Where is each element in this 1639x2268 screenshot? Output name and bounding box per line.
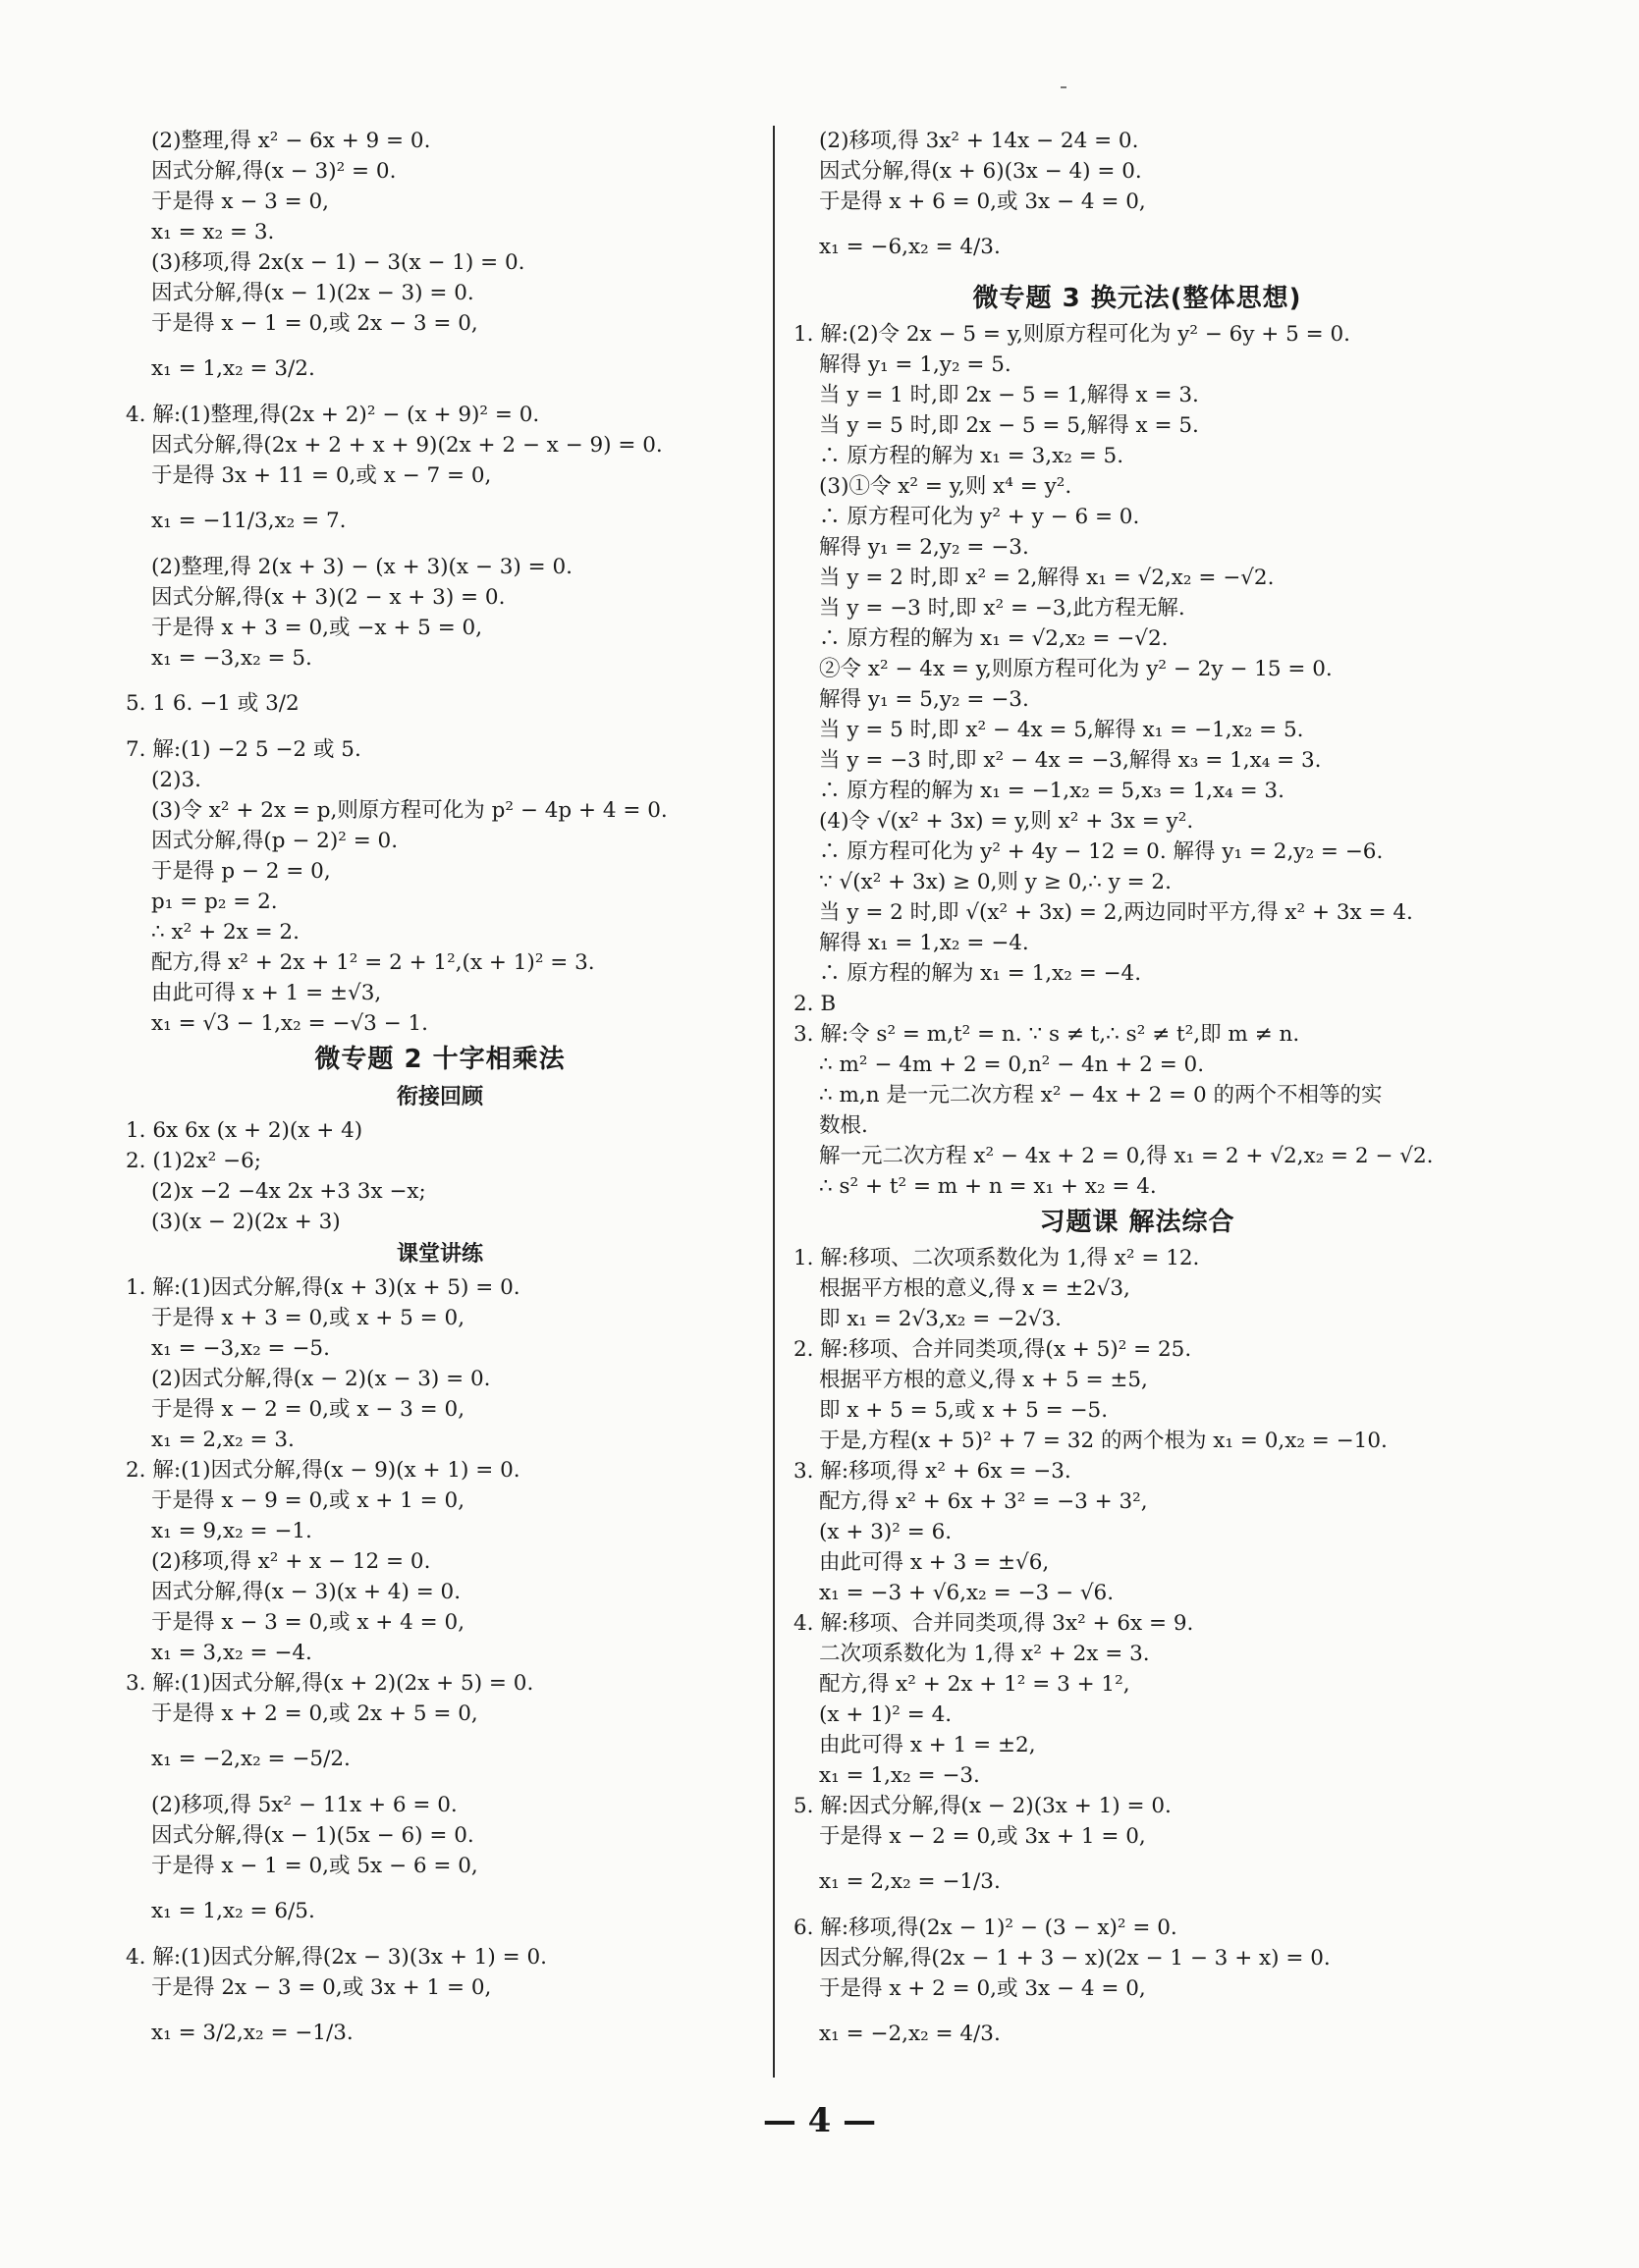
solution-line: (2)整理,得 x² − 6x + 9 = 0. (151, 129, 431, 153)
solution-line: 于是得 x − 2 = 0,或 3x + 1 = 0, (819, 1824, 1146, 1849)
solution-line: 3. 解:(1)因式分解,得(x + 2)(2x + 5) = 0. (126, 1671, 534, 1696)
solution-line: 配方,得 x² + 2x + 1² = 3 + 1², (819, 1672, 1130, 1697)
solution-line: 于是得 x − 3 = 0,或 x + 4 = 0, (151, 1610, 465, 1635)
solution-line: 于是,方程(x + 5)² + 7 = 32 的两个根为 x₁ = 0,x₂ = −10. (819, 1429, 1388, 1453)
solution-line: 解得 y₁ = 2,y₂ = −3. (819, 535, 1029, 560)
solution-line: 根据平方根的意义,得 x = ±2√3, (819, 1276, 1130, 1301)
solution-line: x₁ = √3 − 1,x₂ = −√3 − 1. (151, 1011, 429, 1036)
solution-line: x₁ = 2,x₂ = −1/3. (819, 1869, 1001, 1894)
solution-line: 因式分解,得(p − 2)² = 0. (151, 829, 399, 853)
solution-line: (2)因式分解,得(x − 2)(x − 3) = 0. (151, 1367, 491, 1391)
solution-line: p₁ = p₂ = 2. (151, 890, 278, 914)
solution-line: 由此可得 x + 3 = ±√6, (819, 1550, 1050, 1575)
solution-line: 于是得 x + 2 = 0,或 3x − 4 = 0, (819, 1976, 1146, 2001)
solution-line: 由此可得 x + 1 = ±2, (819, 1733, 1036, 1757)
solution-line: 配方,得 x² + 6x + 3² = −3 + 3², (819, 1489, 1148, 1514)
solution-line: ∴ 原方程可化为 y² + 4y − 12 = 0. 解得 y₁ = 2,y₂ = −6. (819, 839, 1384, 864)
solution-line: 当 y = 2 时,即 √(x² + 3x) = 2,两边同时平方,得 x² + 3x = 4. (819, 900, 1413, 925)
solution-line: 于是得 x + 2 = 0,或 2x + 5 = 0, (151, 1701, 478, 1726)
solution-line: 2. B (793, 992, 837, 1016)
solution-line: x₁ = 3/2,x₂ = −1/3. (151, 2021, 354, 2045)
solution-line: x₁ = −3,x₂ = 5. (151, 646, 312, 671)
solution-line: x₁ = −3,x₂ = −5. (151, 1336, 330, 1361)
solution-line: 7. 解:(1) −2 5 −2 或 5. (126, 737, 361, 762)
solution-line: 1. 6x 6x (x + 2)(x + 4) (126, 1118, 363, 1143)
solution-line: (3)①令 x² = y,则 x⁴ = y². (819, 474, 1072, 499)
solution-line: 4. 解:移项、合并同类项,得 3x² + 6x = 9. (793, 1611, 1194, 1636)
solution-line: ∴ m,n 是一元二次方程 x² − 4x + 2 = 0 的两个不相等的实 (819, 1083, 1383, 1107)
solution-line: ∴ 原方程的解为 x₁ = √2,x₂ = −√2. (819, 626, 1169, 651)
solution-line: (3)(x − 2)(2x + 3) (151, 1210, 341, 1234)
solution-line: 配方,得 x² + 2x + 1² = 2 + 1²,(x + 1)² = 3. (151, 950, 595, 975)
solution-line: (2)移项,得 5x² − 11x + 6 = 0. (151, 1793, 458, 1817)
solution-line: ∴ 原方程的解为 x₁ = 3,x₂ = 5. (819, 444, 1124, 468)
solution-line: x₁ = x₂ = 3. (151, 220, 275, 244)
solution-line: ∴ 原方程可化为 y² + y − 6 = 0. (819, 505, 1140, 529)
solution-line: 二次项系数化为 1,得 x² + 2x = 3. (819, 1642, 1150, 1666)
solution-line: 2. (1)2x² −6; (126, 1149, 261, 1173)
solution-line: x₁ = 2,x₂ = 3. (151, 1428, 295, 1452)
solution-line: ∴ x² + 2x = 2. (151, 920, 300, 945)
solution-line: x₁ = −2,x₂ = −5/2. (151, 1747, 351, 1771)
solution-line: 于是得 x − 3 = 0, (151, 189, 330, 214)
solution-line: (2)3. (151, 768, 201, 792)
solution-line: ②令 x² − 4x = y,则原方程可化为 y² − 2y − 15 = 0. (819, 657, 1333, 681)
solution-line: 2. 解:移项、合并同类项,得(x + 5)² = 25. (793, 1337, 1192, 1362)
solution-line: ∴ s² + t² = m + n = x₁ + x₂ = 4. (819, 1174, 1157, 1199)
solution-line: 因式分解,得(x − 3)² = 0. (151, 159, 397, 184)
section-heading: 微专题 3 换元法(整体思想) (972, 284, 1302, 313)
solution-line: (4)令 √(x² + 3x) = y,则 x² + 3x = y². (819, 809, 1194, 834)
solution-line: 当 y = 1 时,即 2x − 5 = 1,解得 x = 3. (819, 383, 1199, 407)
solution-line: x₁ = 3,x₂ = −4. (151, 1641, 312, 1665)
solution-line: (x + 1)² = 4. (819, 1702, 953, 1727)
solution-line: x₁ = −3 + √6,x₂ = −3 − √6. (819, 1581, 1115, 1605)
solution-line: 即 x + 5 = 5,或 x + 5 = −5. (819, 1398, 1109, 1423)
section-heading: 微专题 2 十字相乘法 (314, 1045, 566, 1074)
solution-line: 于是得 x − 1 = 0,或 5x − 6 = 0, (151, 1854, 478, 1878)
solution-line: 2. 解:(1)因式分解,得(x − 9)(x + 1) = 0. (126, 1458, 520, 1483)
solution-line: x₁ = −6,x₂ = 4/3. (819, 235, 1001, 259)
solution-line: ∵ √(x² + 3x) ≥ 0,则 y ≥ 0,∴ y = 2. (819, 870, 1172, 894)
solution-line: (2)移项,得 3x² + 14x − 24 = 0. (819, 129, 1139, 153)
solution-line: (3)令 x² + 2x = p,则原方程可化为 p² − 4p + 4 = 0. (151, 798, 668, 823)
subsection-heading: 课堂讲练 (396, 1242, 483, 1267)
solution-line: 1. 解:(2)令 2x − 5 = y,则原方程可化为 y² − 6y + 5 = 0. (793, 322, 1351, 347)
solution-line: 当 y = 2 时,即 x² = 2,解得 x₁ = √2,x₂ = −√2. (819, 566, 1275, 590)
solution-line: 解得 x₁ = 1,x₂ = −4. (819, 931, 1029, 955)
solution-line: 当 y = −3 时,即 x² − 4x = −3,解得 x₃ = 1,x₄ = 3. (819, 748, 1322, 773)
solution-line: 因式分解,得(2x − 1 + 3 − x)(2x − 1 − 3 + x) = 0. (819, 1946, 1331, 1971)
solution-line: 于是得 x − 2 = 0,或 x − 3 = 0, (151, 1397, 465, 1422)
solution-line: 即 x₁ = 2√3,x₂ = −2√3. (819, 1307, 1062, 1331)
solution-line: 因式分解,得(x − 1)(2x − 3) = 0. (151, 281, 474, 305)
solution-line: 当 y = 5 时,即 x² − 4x = 5,解得 x₁ = −1,x₂ = 5. (819, 718, 1304, 742)
scan-mark (1061, 86, 1066, 88)
solution-line: x₁ = 1,x₂ = 3/2. (151, 356, 315, 381)
solution-line: 因式分解,得(2x + 2 + x + 9)(2x + 2 − x − 9) = 0. (151, 433, 663, 458)
solution-line: ∴ 原方程的解为 x₁ = 1,x₂ = −4. (819, 961, 1142, 986)
solution-line: 4. 解:(1)因式分解,得(2x − 3)(3x + 1) = 0. (126, 1945, 547, 1970)
solution-line: 于是得 x + 3 = 0,或 x + 5 = 0, (151, 1306, 465, 1330)
subsection-heading: 衔接回顾 (396, 1085, 483, 1109)
solution-line: x₁ = −2,x₂ = 4/3. (819, 2022, 1001, 2046)
solution-line: 5. 1 6. −1 或 3/2 (126, 691, 300, 716)
solution-line: x₁ = 1,x₂ = −3. (819, 1763, 980, 1788)
solution-line: 于是得 x + 6 = 0,或 3x − 4 = 0, (819, 189, 1146, 214)
solution-line: 1. 解:移项、二次项系数化为 1,得 x² = 12. (793, 1246, 1200, 1270)
solution-line: (2)移项,得 x² + x − 12 = 0. (151, 1549, 431, 1574)
solution-line: 于是得 x − 9 = 0,或 x + 1 = 0, (151, 1488, 465, 1513)
solution-line: ∴ 原方程的解为 x₁ = −1,x₂ = 5,x₃ = 1,x₄ = 3. (819, 779, 1284, 803)
section-heading: 习题课 解法综合 (1039, 1208, 1235, 1237)
solution-line: x₁ = 9,x₂ = −1. (151, 1519, 312, 1543)
solution-line: 于是得 x + 3 = 0,或 −x + 5 = 0, (151, 616, 483, 640)
solution-line: 因式分解,得(x + 6)(3x − 4) = 0. (819, 159, 1142, 184)
solution-line: 当 y = 5 时,即 2x − 5 = 5,解得 x = 5. (819, 413, 1199, 438)
solution-line: 根据平方根的意义,得 x + 5 = ±5, (819, 1368, 1148, 1392)
solution-line: 因式分解,得(x − 1)(5x − 6) = 0. (151, 1823, 474, 1848)
solution-line: 于是得 p − 2 = 0, (151, 859, 331, 884)
solution-line: 解得 y₁ = 1,y₂ = 5. (819, 352, 1011, 377)
solution-line: 数根. (819, 1113, 868, 1138)
solution-line: x₁ = −11/3,x₂ = 7. (151, 509, 347, 533)
solution-line: 因式分解,得(x + 3)(2 − x + 3) = 0. (151, 585, 506, 610)
left-column (126, 126, 754, 2064)
solution-line: 于是得 x − 1 = 0,或 2x − 3 = 0, (151, 311, 478, 336)
solution-line: 4. 解:(1)整理,得(2x + 2)² − (x + 9)² = 0. (126, 403, 540, 427)
solution-line: 1. 解:(1)因式分解,得(x + 3)(x + 5) = 0. (126, 1275, 520, 1300)
solution-line: (2)整理,得 2(x + 3) − (x + 3)(x − 3) = 0. (151, 555, 573, 579)
solution-line: ∴ m² − 4m + 2 = 0,n² − 4n + 2 = 0. (819, 1053, 1205, 1077)
column-divider (773, 126, 775, 2078)
page-number: — 4 — (762, 2101, 877, 2140)
solution-line: 解一元二次方程 x² − 4x + 2 = 0,得 x₁ = 2 + √2,x₂ = 2 − √2. (819, 1144, 1434, 1168)
solution-line: 于是得 3x + 11 = 0,或 x − 7 = 0, (151, 463, 492, 488)
solution-line: (3)移项,得 2x(x − 1) − 3(x − 1) = 0. (151, 250, 525, 275)
solution-line: 3. 解:令 s² = m,t² = n. ∵ s ≠ t,∴ s² ≠ t²,即 m ≠ n. (793, 1022, 1300, 1047)
solution-line: 由此可得 x + 1 = ±√3, (151, 981, 382, 1005)
solution-line: 解得 y₁ = 5,y₂ = −3. (819, 687, 1029, 712)
solution-line: 3. 解:移项,得 x² + 6x = −3. (793, 1459, 1071, 1484)
solution-line: (2)x −2 −4x 2x +3 3x −x; (151, 1179, 426, 1204)
solution-line: 当 y = −3 时,即 x² = −3,此方程无解. (819, 596, 1185, 621)
solution-line: 5. 解:因式分解,得(x − 2)(3x + 1) = 0. (793, 1794, 1172, 1818)
right-column (793, 126, 1481, 2065)
solution-line: x₁ = 1,x₂ = 6/5. (151, 1899, 315, 1923)
solution-line: 因式分解,得(x − 3)(x + 4) = 0. (151, 1580, 462, 1604)
solution-line: (x + 3)² = 6. (819, 1520, 953, 1544)
solution-line: 于是得 2x − 3 = 0,或 3x + 1 = 0, (151, 1975, 492, 2000)
solution-line: 6. 解:移项,得(2x − 1)² − (3 − x)² = 0. (793, 1916, 1177, 1940)
